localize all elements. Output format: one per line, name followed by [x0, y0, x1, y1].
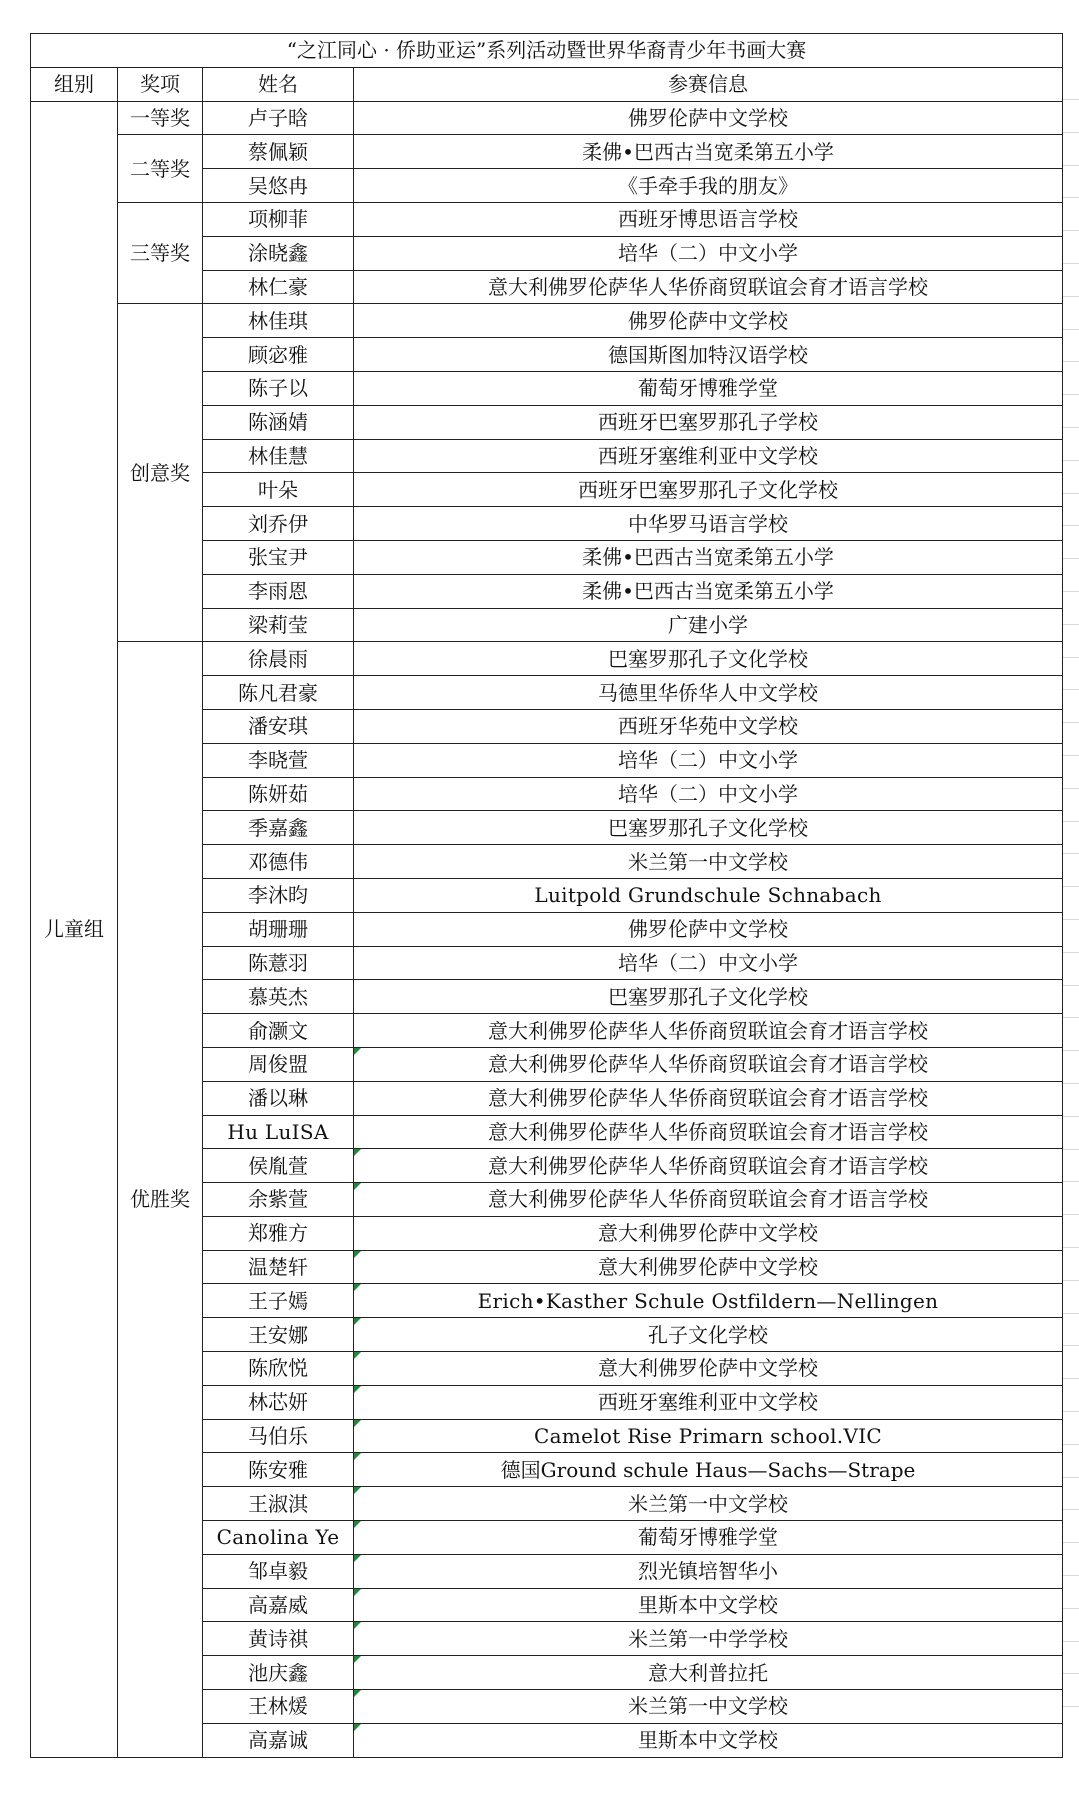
info-cell[interactable] [354, 1656, 1063, 1690]
info-text: 柔佛•巴西古当宽柔第五小学 [582, 579, 834, 604]
name-text: 温楚轩 [248, 1255, 308, 1280]
info-text: 西班牙博思语言学校 [618, 207, 799, 232]
info-text: 佛罗伦萨中文学校 [628, 917, 789, 942]
info-text: 意大利佛罗伦萨华人华侨商贸联谊会育才语言学校 [488, 1153, 929, 1178]
info-text: 佛罗伦萨中文学校 [628, 105, 789, 130]
sheet-gridline [1063, 788, 1079, 789]
comment-flag-icon [354, 1656, 361, 1663]
name-text: 李沐昀 [248, 883, 308, 908]
comment-flag-icon [354, 1589, 361, 1596]
info-cell[interactable] [354, 1318, 1063, 1352]
sheet-gridline [1063, 1345, 1079, 1346]
sheet-gridline [1063, 329, 1079, 330]
name-cell[interactable] [203, 1521, 354, 1555]
info-text: 巴塞罗那孔子文化学校 [608, 815, 809, 840]
sheet-gridline [1063, 1641, 1079, 1642]
name-text: 俞灏文 [248, 1018, 308, 1043]
name-cell[interactable] [203, 1656, 354, 1690]
name-text: 陈薏羽 [248, 950, 308, 975]
sheet-gridline [1063, 230, 1079, 231]
name-cell[interactable] [203, 540, 354, 574]
info-cell[interactable] [354, 1554, 1063, 1588]
name-cell[interactable] [203, 1622, 354, 1656]
info-cell[interactable] [354, 1723, 1063, 1757]
sheet-gridline [1063, 1017, 1079, 1018]
sheet-gridline [1063, 591, 1079, 592]
name-text: 顾宓雅 [248, 342, 308, 367]
sheet-gridline [1063, 99, 1079, 100]
info-cell[interactable] [354, 1690, 1063, 1724]
info-text: 柔佛•巴西古当宽柔第五小学 [582, 139, 834, 164]
info-cell[interactable] [354, 338, 1063, 372]
name-cell[interactable] [203, 1216, 354, 1250]
award-cell[interactable]: 优胜奖 [118, 642, 203, 1757]
name-text: 李雨恩 [248, 579, 308, 604]
name-text: 项柳菲 [248, 207, 308, 232]
sheet-gridline [1063, 1313, 1079, 1314]
name-text: 刘乔伊 [248, 511, 308, 536]
name-text: 周俊盟 [248, 1052, 308, 1077]
awards-table [30, 33, 1063, 1758]
name-text: 王林煖 [248, 1694, 308, 1719]
name-cell[interactable] [203, 1047, 354, 1081]
info-text: Luitpold Grundschule Schnabach [534, 883, 882, 908]
info-text: 意大利佛罗伦萨中文学校 [598, 1255, 819, 1280]
info-cell[interactable] [354, 1183, 1063, 1217]
name-text: 林佳慧 [248, 443, 308, 468]
name-cell[interactable] [203, 1014, 354, 1048]
sheet-gridline [1063, 1214, 1079, 1215]
name-text: 王安娜 [248, 1322, 308, 1347]
name-text: 梁莉莹 [248, 612, 308, 637]
header-info: 参赛信息 [354, 67, 1063, 101]
comment-flag-icon [354, 1048, 361, 1055]
name-cell[interactable] [203, 1723, 354, 1757]
info-cell[interactable] [354, 1014, 1063, 1048]
name-text: 陈涵婧 [248, 410, 308, 435]
info-cell[interactable] [354, 709, 1063, 743]
name-cell[interactable] [203, 405, 354, 439]
comment-flag-icon [354, 1284, 361, 1291]
info-text: 孔子文化学校 [648, 1322, 769, 1347]
info-text: 培华（二）中文小学 [618, 950, 799, 975]
table-row [31, 135, 1063, 169]
name-text: 陈安雅 [248, 1457, 308, 1482]
info-cell[interactable] [354, 1352, 1063, 1386]
info-text: 巴塞罗那孔子文化学校 [608, 646, 809, 671]
name-cell[interactable] [203, 439, 354, 473]
name-cell[interactable] [203, 202, 354, 236]
name-text: Canolina Ye [216, 1525, 340, 1550]
award-cell[interactable]: 创意奖 [118, 304, 203, 642]
name-text: Hu LuISA [227, 1119, 329, 1144]
info-text: 意大利佛罗伦萨中文学校 [598, 1356, 819, 1381]
info-text: 葡萄牙博雅学堂 [638, 1525, 779, 1550]
name-text: 陈欣悦 [248, 1356, 308, 1381]
name-cell[interactable] [203, 743, 354, 777]
info-cell[interactable] [354, 946, 1063, 980]
name-cell[interactable] [203, 912, 354, 946]
comment-flag-icon [354, 1420, 361, 1427]
info-text: 德国斯图加特汉语学校 [608, 342, 809, 367]
info-text: 巴塞罗那孔子文化学校 [608, 984, 809, 1009]
name-cell[interactable] [203, 1487, 354, 1521]
name-cell[interactable] [203, 1588, 354, 1622]
sheet-gridline [1063, 1181, 1079, 1182]
award-cell[interactable]: 一等奖 [118, 101, 203, 135]
info-text: 意大利佛罗伦萨华人华侨商贸联谊会育才语言学校 [488, 1086, 929, 1111]
info-cell[interactable] [354, 1250, 1063, 1284]
award-cell[interactable]: 二等奖 [118, 135, 203, 203]
name-cell[interactable] [203, 1318, 354, 1352]
name-text: 陈凡君豪 [238, 680, 318, 705]
sheet-gridline [1063, 296, 1079, 297]
info-cell[interactable] [354, 743, 1063, 777]
info-cell[interactable] [354, 676, 1063, 710]
info-cell[interactable] [354, 236, 1063, 270]
sheet-gridline [1063, 132, 1079, 133]
name-cell[interactable] [203, 709, 354, 743]
header-name: 姓名 [203, 67, 354, 101]
name-text: 余紫萱 [248, 1187, 308, 1212]
name-cell[interactable] [203, 608, 354, 642]
sheet-gridline [1063, 1673, 1079, 1674]
name-text: 吴悠冉 [248, 173, 308, 198]
info-text: 《手牵手我的朋友》 [618, 173, 799, 198]
name-text: 林佳琪 [248, 308, 308, 333]
name-text: 侯胤萱 [248, 1153, 308, 1178]
name-cell[interactable] [203, 371, 354, 405]
name-cell[interactable] [203, 845, 354, 879]
name-cell[interactable] [203, 1081, 354, 1115]
name-text: 王子嫣 [248, 1288, 308, 1313]
info-text: 米兰第一中文学校 [628, 1491, 789, 1516]
info-cell[interactable] [354, 304, 1063, 338]
name-cell[interactable] [203, 1385, 354, 1419]
sheet-gridline [1063, 394, 1079, 395]
info-cell[interactable] [354, 1385, 1063, 1419]
award-cell[interactable]: 三等奖 [118, 202, 203, 303]
sheet-gridline [1063, 1149, 1079, 1150]
info-text: 意大利佛罗伦萨华人华侨商贸联谊会育才语言学校 [488, 1052, 929, 1077]
sheet-gridline [1063, 1575, 1079, 1576]
name-text: 蔡佩颖 [248, 139, 308, 164]
name-cell[interactable] [203, 1149, 354, 1183]
comment-flag-icon [354, 1386, 361, 1393]
info-text: 米兰第一中文学校 [628, 849, 789, 874]
comment-flag-icon [354, 1487, 361, 1494]
sheet-gridline [1063, 1706, 1079, 1707]
info-cell[interactable] [354, 574, 1063, 608]
info-text: 中华罗马语言学校 [628, 511, 789, 536]
info-cell[interactable] [354, 1453, 1063, 1487]
sheet-gridline [1063, 624, 1079, 625]
name-cell[interactable] [203, 1115, 354, 1149]
info-text: 意大利佛罗伦萨华人华侨商贸联谊会育才语言学校 [488, 1018, 929, 1043]
table-row [31, 304, 1063, 338]
name-text: 郑雅方 [248, 1221, 308, 1246]
info-cell[interactable] [354, 1047, 1063, 1081]
info-text: Erich•Kasther Schule Ostfildern—Nellingen [477, 1288, 939, 1313]
name-text: 潘以琳 [248, 1086, 308, 1111]
info-text: 里斯本中文学校 [638, 1593, 779, 1618]
info-text: 柔佛•巴西古当宽柔第五小学 [582, 545, 834, 570]
sheet-gridline [1063, 886, 1079, 887]
name-cell[interactable] [203, 777, 354, 811]
name-text: 季嘉鑫 [248, 815, 308, 840]
sheet-gridline [1063, 952, 1079, 953]
name-text: 高嘉诚 [248, 1728, 308, 1753]
name-text: 叶朵 [258, 477, 298, 502]
sheet-gridline [1063, 1411, 1079, 1412]
sheet-gridline [1063, 493, 1079, 494]
info-text: 广建小学 [668, 612, 749, 637]
info-cell[interactable] [354, 608, 1063, 642]
info-text: 西班牙巴塞罗那孔子文化学校 [578, 477, 839, 502]
info-cell[interactable] [354, 1216, 1063, 1250]
info-text: 德国Ground schule Haus—Sachs—Strape [500, 1457, 916, 1482]
info-cell[interactable] [354, 270, 1063, 304]
header-group: 组别 [31, 67, 118, 101]
name-cell[interactable] [203, 574, 354, 608]
name-text: 林芯妍 [248, 1390, 308, 1415]
info-cell[interactable] [354, 1588, 1063, 1622]
name-cell[interactable] [203, 1352, 354, 1386]
sheet-gridline [1063, 657, 1079, 658]
info-cell[interactable] [354, 371, 1063, 405]
name-text: 黄诗祺 [248, 1626, 308, 1651]
comment-flag-icon [354, 1724, 361, 1731]
info-text: 培华（二）中文小学 [618, 781, 799, 806]
comment-flag-icon [354, 1149, 361, 1156]
info-cell[interactable] [354, 845, 1063, 879]
header-award: 奖项 [118, 67, 203, 101]
table-row [31, 642, 1063, 676]
comment-flag-icon [354, 1318, 361, 1325]
info-cell[interactable] [354, 439, 1063, 473]
sheet-gridline [1063, 755, 1079, 756]
info-cell[interactable] [354, 1419, 1063, 1453]
sheet-gridline [1063, 919, 1079, 920]
info-cell[interactable] [354, 169, 1063, 203]
table-row [31, 202, 1063, 236]
comment-flag-icon [354, 1183, 361, 1190]
sheet-gridline [1063, 821, 1079, 822]
sheet-gridline [1063, 985, 1079, 986]
sheet-gridline [1063, 1444, 1079, 1445]
info-text: 里斯本中文学校 [638, 1728, 779, 1753]
info-text: 意大利佛罗伦萨中文学校 [598, 1221, 819, 1246]
name-cell[interactable] [203, 473, 354, 507]
info-cell[interactable] [354, 878, 1063, 912]
name-cell[interactable] [203, 169, 354, 203]
comment-flag-icon [354, 1352, 361, 1359]
sheet-gridline [1063, 1509, 1079, 1510]
info-text: 培华（二）中文小学 [618, 748, 799, 773]
name-cell[interactable] [203, 1419, 354, 1453]
name-cell[interactable] [203, 1453, 354, 1487]
sheet-gridline [1063, 263, 1079, 264]
info-cell[interactable] [354, 912, 1063, 946]
info-text: 西班牙巴塞罗那孔子学校 [598, 410, 819, 435]
sheet-gridline [1063, 197, 1079, 198]
info-text: 西班牙华苑中文学校 [618, 714, 799, 739]
info-cell[interactable] [354, 980, 1063, 1014]
name-text: 王淑淇 [248, 1491, 308, 1516]
sheet-gridline [1063, 1378, 1079, 1379]
name-text: 潘安琪 [248, 714, 308, 739]
info-text: 米兰第一中文学校 [628, 1694, 789, 1719]
sheet-gridline [1063, 1050, 1079, 1051]
name-text: 卢子晗 [248, 105, 308, 130]
info-cell[interactable] [354, 405, 1063, 439]
info-text: 佛罗伦萨中文学校 [628, 308, 789, 333]
name-text: 慕英杰 [248, 984, 308, 1009]
name-cell[interactable] [203, 101, 354, 135]
sheet-gridline [1063, 722, 1079, 723]
name-text: 涂晓鑫 [248, 241, 308, 266]
info-text: 西班牙塞维利亚中文学校 [598, 443, 819, 468]
name-text: 池庆鑫 [248, 1660, 308, 1685]
name-cell[interactable] [203, 304, 354, 338]
sheet-gridline [1063, 427, 1079, 428]
name-text: 林仁豪 [248, 274, 308, 299]
name-text: 马伯乐 [248, 1424, 308, 1449]
name-text: 邹卓毅 [248, 1559, 308, 1584]
info-cell[interactable] [354, 202, 1063, 236]
sheet-gridline [1063, 1542, 1079, 1543]
info-text: 西班牙塞维利亚中文学校 [598, 1390, 819, 1415]
name-text: 邓德伟 [248, 849, 308, 874]
name-text: 徐晨雨 [248, 646, 308, 671]
name-text: 高嘉威 [248, 1593, 308, 1618]
comment-flag-icon [354, 1453, 361, 1460]
name-cell[interactable] [203, 236, 354, 270]
info-text: 米兰第一中学学校 [628, 1626, 789, 1651]
name-cell[interactable] [203, 1284, 354, 1318]
name-cell[interactable] [203, 1183, 354, 1217]
name-cell[interactable] [203, 811, 354, 845]
sheet-gridline [1063, 1116, 1079, 1117]
sheet-gridline [1063, 361, 1079, 362]
name-cell[interactable] [203, 946, 354, 980]
info-cell[interactable] [354, 507, 1063, 541]
sheet-gridline [1063, 853, 1079, 854]
info-cell[interactable] [354, 1487, 1063, 1521]
sheet-gridline [1063, 1608, 1079, 1609]
comment-flag-icon [354, 1690, 361, 1697]
info-text: 意大利佛罗伦萨华人华侨商贸联谊会育才语言学校 [488, 274, 929, 299]
info-cell[interactable] [354, 1622, 1063, 1656]
sheet-gridline [1063, 1247, 1079, 1248]
info-cell[interactable] [354, 642, 1063, 676]
info-text: 意大利佛罗伦萨华人华侨商贸联谊会育才语言学校 [488, 1187, 929, 1212]
comment-flag-icon [354, 1521, 361, 1528]
sheet-gridline [1063, 460, 1079, 461]
sheet-gridline [1063, 1280, 1079, 1281]
name-text: 李晓萱 [248, 748, 308, 773]
comment-flag-icon [354, 1555, 361, 1562]
info-cell[interactable] [354, 1521, 1063, 1555]
name-cell[interactable] [203, 507, 354, 541]
info-cell[interactable] [354, 1149, 1063, 1183]
sheet-gridline [1063, 165, 1079, 166]
comment-flag-icon [354, 1251, 361, 1258]
name-cell[interactable] [203, 338, 354, 372]
info-text: 意大利佛罗伦萨华人华侨商贸联谊会育才语言学校 [488, 1119, 929, 1144]
sheet-gridline [1063, 689, 1079, 690]
info-text: 培华（二）中文小学 [618, 241, 799, 266]
name-cell[interactable] [203, 135, 354, 169]
info-cell[interactable] [354, 473, 1063, 507]
name-cell[interactable] [203, 878, 354, 912]
table-body [31, 101, 1063, 1757]
info-cell[interactable] [354, 1115, 1063, 1149]
info-cell[interactable] [354, 101, 1063, 135]
name-cell[interactable] [203, 1250, 354, 1284]
name-cell[interactable] [203, 980, 354, 1014]
table-title: “之江同心 · 侨助亚运”系列活动暨世界华裔青少年书画大赛 [31, 34, 1063, 68]
info-text: 葡萄牙博雅学堂 [638, 376, 779, 401]
name-cell[interactable] [203, 1554, 354, 1588]
info-text: Camelot Rise Primarn school.VIC [534, 1424, 883, 1449]
info-cell[interactable] [354, 811, 1063, 845]
name-cell[interactable] [203, 676, 354, 710]
name-text: 张宝尹 [248, 545, 308, 570]
info-text: 马德里华侨华人中文学校 [598, 680, 819, 705]
info-cell[interactable] [354, 135, 1063, 169]
name-text: 陈妍茹 [248, 781, 308, 806]
comment-flag-icon [354, 1622, 361, 1629]
name-text: 陈子以 [248, 376, 308, 401]
info-text: 意大利普拉托 [648, 1660, 769, 1685]
info-text: 烈光镇培智华小 [638, 1559, 779, 1584]
sheet-gridline [1063, 525, 1079, 526]
info-cell[interactable] [354, 777, 1063, 811]
table-row [31, 101, 1063, 135]
sheet-gridline [1063, 1477, 1079, 1478]
group-cell[interactable]: 儿童组 [31, 101, 118, 1757]
sheet-gridline [1063, 1083, 1079, 1084]
name-cell[interactable] [203, 642, 354, 676]
sheet-gridline [1063, 558, 1079, 559]
info-cell[interactable] [354, 1081, 1063, 1115]
name-text: 胡珊珊 [248, 917, 308, 942]
info-cell[interactable] [354, 540, 1063, 574]
name-cell[interactable] [203, 1690, 354, 1724]
info-cell[interactable] [354, 1284, 1063, 1318]
name-cell[interactable] [203, 270, 354, 304]
